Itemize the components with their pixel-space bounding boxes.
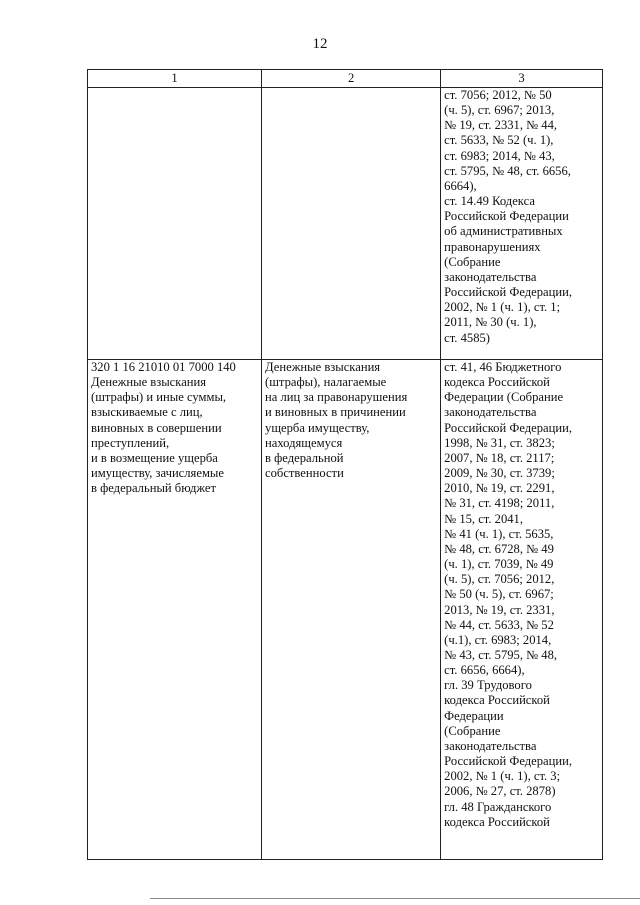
table-header-row <box>88 70 603 88</box>
page-number: 12 <box>312 36 328 52</box>
scan-edge-line <box>150 898 640 899</box>
table-row <box>88 88 603 360</box>
document-table <box>87 69 603 860</box>
table-row <box>88 360 603 860</box>
column-header-2: 2 <box>262 70 441 88</box>
column-header-1: 1 <box>88 70 262 88</box>
table-cell-legal-basis: ст. 7056; 2012, № 50 (ч. 5), ст. 6967; 2013, № 19, ст. 2331, № 44, ст. 5633, № 52 (ч. 1), ст. 6983; 2014, № 43, ст. 5795, № 48, ст. 6656, 6664), ст. 14.49 Кодекса Российской Федерации об административных правонарушениях (Собрание законодательства Российской Федерации, 2002, № 1 (ч. 1), ст. 1; 2011, № 30 (ч. 1), ст. 4585) <box>441 88 603 360</box>
table-cell-description <box>262 88 441 360</box>
table-cell-description: Денежные взыскания (штрафы), налагаемые на лиц за правонарушения и виновных в причинении ущерба имуществу, находящемуся в федеральной собственности <box>262 360 441 860</box>
table-cell-code: 320 1 16 21010 01 7000 140 Денежные взыскания (штрафы) и иные суммы, взыскиваемые с лиц, виновных в совершении преступлений, и в возмещение ущерба имуществу, зачисляемые в федеральный бюджет <box>88 360 262 860</box>
table-cell-legal-basis: ст. 41, 46 Бюджетного кодекса Российской Федерации (Собрание законодательства Российской Федерации, 1998, № 31, ст. 3823; 2007, № 18, ст. 2117; 2009, № 30, ст. 3739; 2010, № 19, ст. 2291, № 31, ст. 4198; 2011, № 15, ст. 2041, № 41 (ч. 1), ст. 5635, № 48, ст. 6728, № 49 (ч. 1), ст. 7039, № 49 (ч. 5), ст. 7056; 2012, № 50 (ч. 5), ст. 6967; 2013, № 19, ст. 2331, № 44, ст. 5633, № 52 (ч.1), ст. 6983; 2014, № 43, ст. 5795, № 48, ст. 6656, 6664), гл. 39 Трудового кодекса Российской Федерации (Собрание законодательства Российской Федерации, 2002, № 1 (ч. 1), ст. 3; 2006, № 27, ст. 2878) гл. 48 Гражданского кодекса Российской <box>441 360 603 860</box>
table-cell-code <box>88 88 262 360</box>
column-header-3: 3 <box>441 70 603 88</box>
